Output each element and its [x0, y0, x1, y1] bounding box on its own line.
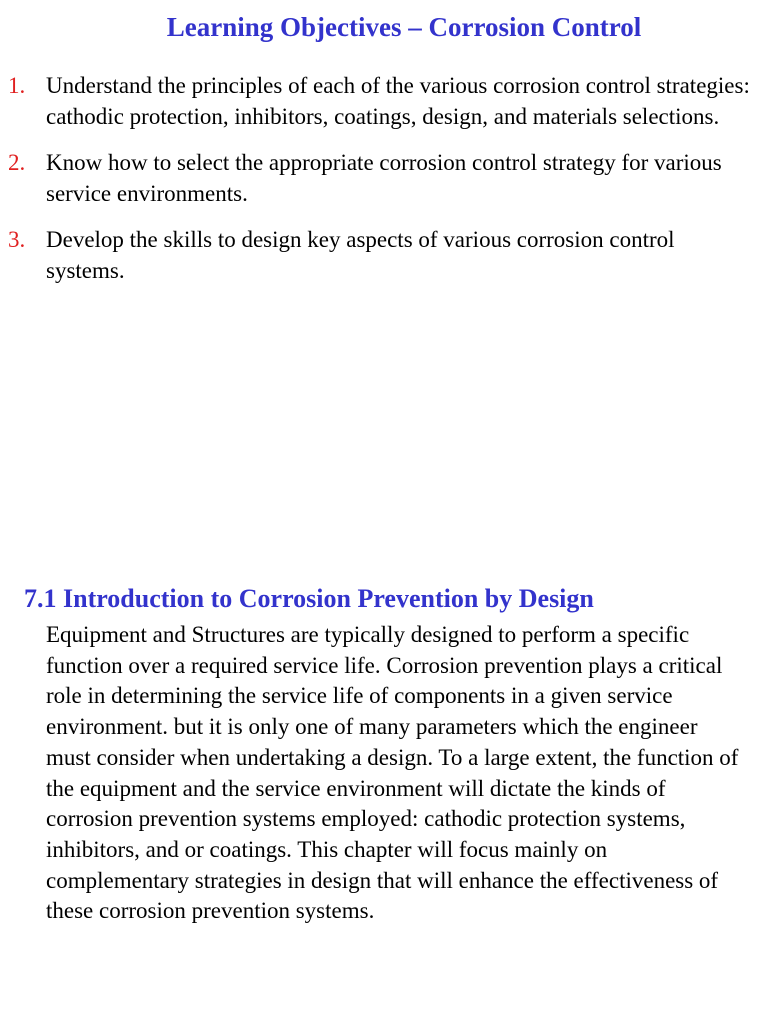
objective-number: 2.: [8, 150, 26, 175]
objective-text: Develop the skills to design key aspects of various corrosion control systems.: [46, 227, 675, 283]
objective-item: [0, 147, 768, 209]
objective-number: 1.: [8, 73, 26, 98]
learning-objectives-title: Learning Objectives – Corrosion Control: [166, 12, 642, 42]
objective-item: [0, 224, 768, 286]
section-title: 7.1 Introduction to Corrosion Prevention by Design: [24, 584, 594, 613]
objective-number: 3.: [8, 227, 26, 252]
design-introduction-slide: [0, 512, 768, 1024]
section-body-text: Equipment and Structures are typically designed to perform a specific function over a required service life. Corrosion prevention plays a critical role in determining the service life of components in a given service environment. but it is only one of many parameters which the engineer must consider when undertaking a design. To a large extent, the function of the equipment and the service environment will dictate the kinds of corrosion prevention systems employed: cathodic protection systems, inhibitors, and or coatings. This chapter will focus mainly on complementary strategies in design that will enhance the effectiveness of these corrosion prevention systems.: [46, 622, 739, 924]
objective-text: Understand the principles of each of the various corrosion control strategies: cathodic protection, inhibitors, coatings, design, and materials selections.: [46, 73, 750, 129]
objective-item: [0, 70, 768, 132]
objective-text: Know how to select the appropriate corrosion control strategy for various service environments.: [46, 150, 722, 206]
objectives-list: [0, 70, 768, 301]
